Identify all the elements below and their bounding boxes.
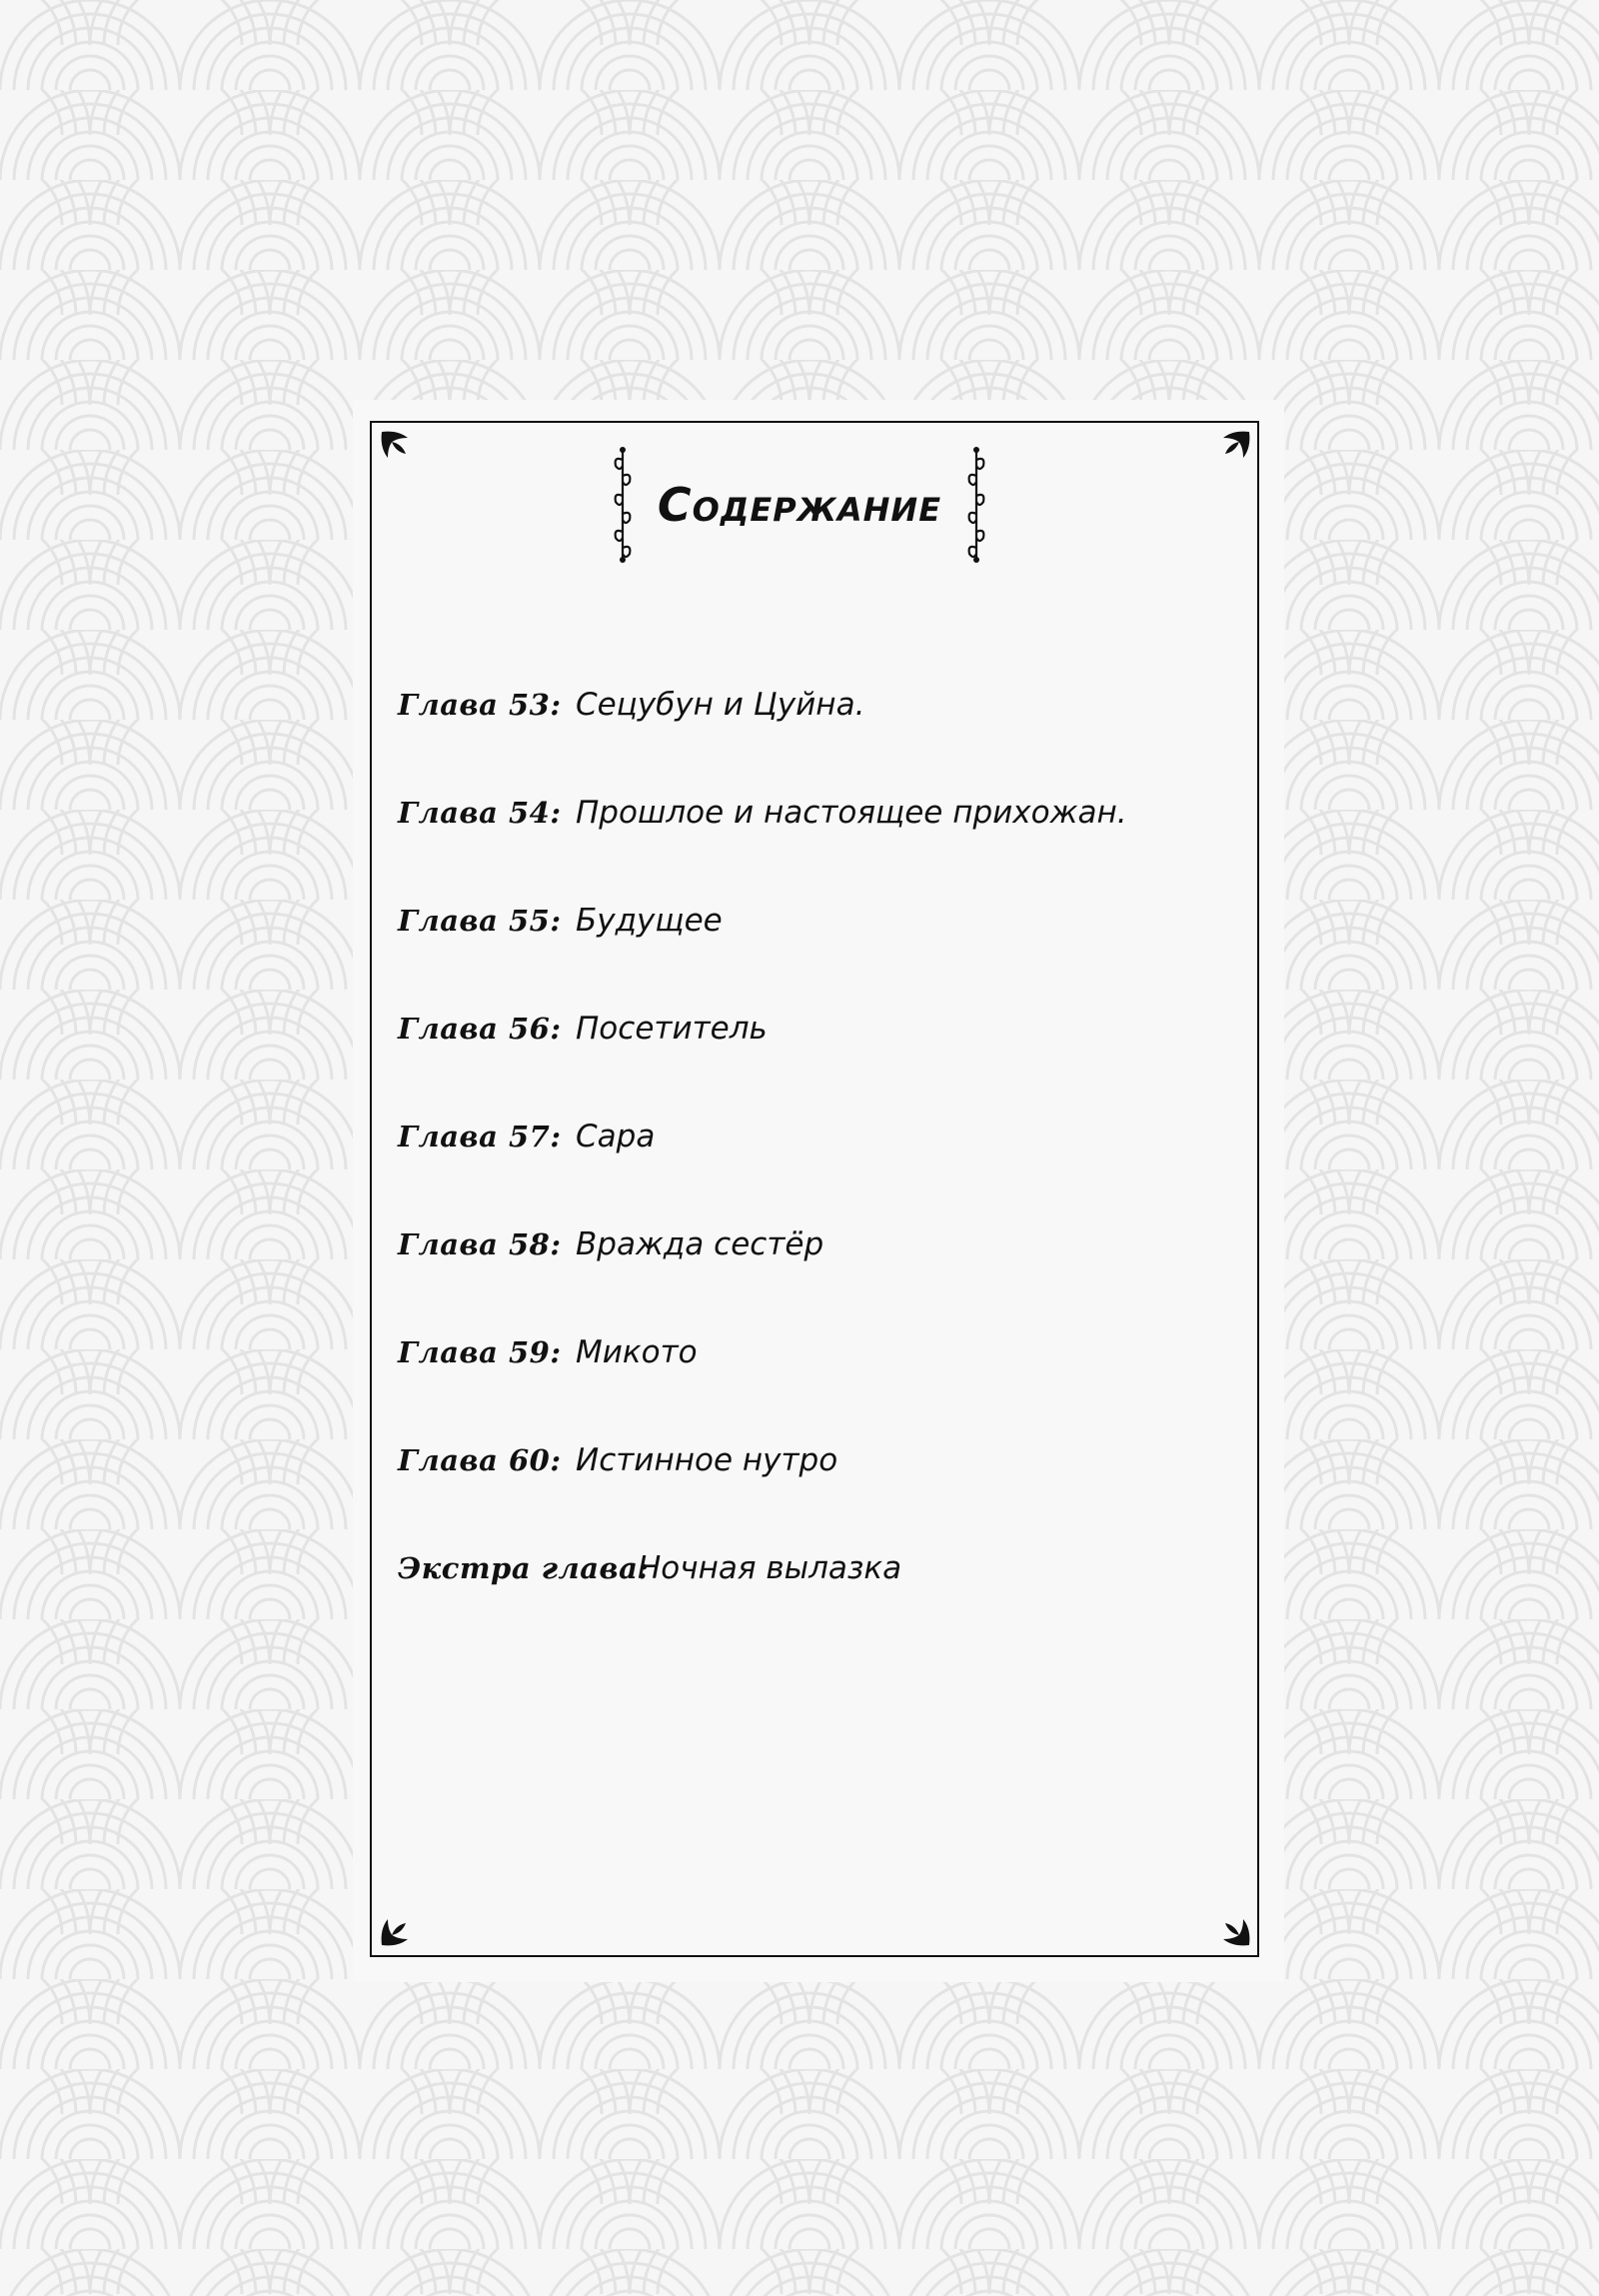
chapter-label: Глава 60: bbox=[398, 1443, 562, 1477]
toc-entry[interactable] bbox=[398, 1435, 837, 1485]
chapter-title: Сара bbox=[576, 1119, 656, 1154]
chapter-label: Глава 56: bbox=[398, 1012, 562, 1046]
chapter-label: Глава 53: bbox=[398, 688, 562, 722]
toc-entry[interactable] bbox=[398, 1219, 823, 1269]
leaf-flourish-icon bbox=[1213, 1909, 1253, 1949]
chapter-label: Глава 54: bbox=[398, 796, 562, 830]
leaf-flourish-icon bbox=[378, 1909, 418, 1949]
toc-entry[interactable] bbox=[398, 680, 864, 730]
title-block bbox=[0, 445, 1599, 565]
toc-entry[interactable] bbox=[398, 1004, 768, 1054]
chapter-title: Будущее bbox=[576, 903, 723, 939]
vine-ornament-icon bbox=[965, 446, 987, 564]
chapter-title: Посетитель bbox=[576, 1011, 768, 1047]
chapter-title: Ночная вылазка bbox=[638, 1550, 902, 1586]
chapter-title: Прошлое и настоящее прихожан. bbox=[576, 795, 1127, 831]
toc-entry[interactable] bbox=[398, 1543, 901, 1593]
toc-entry[interactable] bbox=[398, 896, 723, 946]
toc-entry[interactable] bbox=[398, 1327, 698, 1377]
chapter-title: Вражда сестёр bbox=[576, 1226, 824, 1262]
chapter-label: Глава 55: bbox=[398, 904, 562, 938]
vine-ornament-icon bbox=[612, 446, 634, 564]
chapter-label: Глава 59: bbox=[398, 1335, 562, 1369]
page-title: Содержание bbox=[657, 478, 942, 532]
chapter-label: Глава 58: bbox=[398, 1227, 562, 1261]
toc-entry[interactable] bbox=[398, 788, 1127, 838]
chapter-label: Экстра глава: bbox=[398, 1551, 650, 1585]
toc-entry[interactable] bbox=[398, 1112, 655, 1161]
chapter-label: Глава 57: bbox=[398, 1120, 562, 1153]
chapter-title: Сецубун и Цуйна. bbox=[576, 687, 865, 723]
toc-frame bbox=[370, 421, 1259, 1957]
chapter-title: Микото bbox=[576, 1334, 698, 1370]
chapter-title: Истинное нутро bbox=[576, 1442, 838, 1478]
